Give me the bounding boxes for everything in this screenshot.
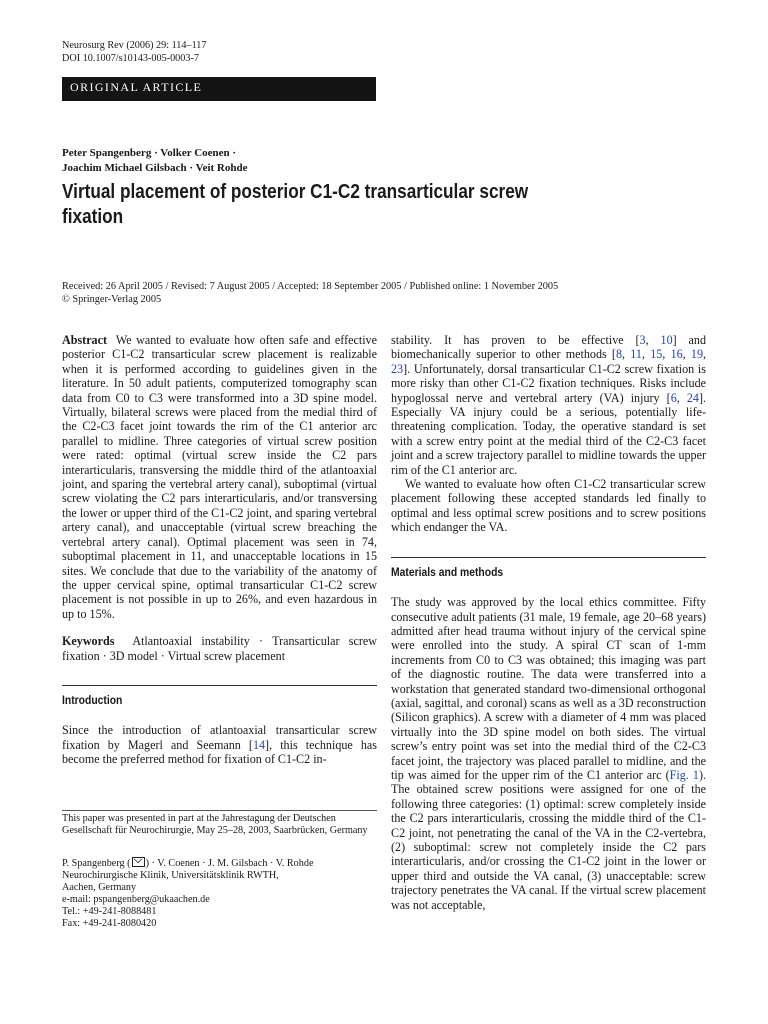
introduction-heading-wrap [62, 693, 377, 708]
figure-link[interactable]: Fig. 1 [669, 767, 699, 782]
author-line: Peter Spangenberg · Volker Coenen · [62, 147, 237, 159]
affiliation-line: Aachen, Germany [62, 882, 137, 893]
envelope-icon [132, 857, 145, 867]
methods-heading: Materials and methods [391, 566, 504, 579]
left-column [62, 333, 377, 767]
citation-link[interactable]: 24 [686, 390, 699, 405]
text-run: stability. It has proven to be effective [ [391, 333, 640, 347]
citation-link[interactable]: 3 [639, 333, 646, 347]
citation-link[interactable]: 16 [670, 347, 683, 362]
section-banner: ORIGINAL ARTICLE [62, 77, 376, 101]
text-run: ) · V. Coenen · J. M. Gilsbach · V. Rohde [145, 858, 314, 869]
citation-link[interactable]: 19 [690, 347, 704, 362]
text-run: P. Spangenberg ( [62, 858, 131, 869]
affiliation-line: Neurochirurgische Klinik, Universitätsklinik RWTH, [62, 870, 279, 881]
introduction-paragraph [62, 723, 377, 766]
author-contact [62, 857, 313, 930]
journal-reference: Neurosurg Rev (2006) 29: 114–117 [62, 40, 207, 51]
text-run: ] and biomechanically superior to other methods [ [391, 333, 707, 362]
corresponding-authors [62, 857, 313, 870]
author-list [62, 146, 247, 175]
text-run: Since the introduction of atlantoaxial transarticular screw fixation by Magerl and Seemann [ [62, 723, 377, 752]
keywords-text: Atlantoaxial instability · Transarticular screw fixation · 3D model · Virtual screw placement [62, 634, 377, 663]
keywords [62, 634, 377, 663]
doi: DOI 10.1007/s10143-005-0003-7 [62, 52, 199, 64]
copyright-holder: Springer-Verlag 2005 [72, 293, 162, 305]
footnote [62, 810, 377, 837]
history-dates: Received: 26 April 2005 / Revised: 7 August 2005 / Accepted: 18 September 2005 / Published online: 1 November 2005 [62, 281, 559, 292]
abstract-label: Abstract [62, 333, 108, 347]
telephone-line: Tel.: +49-241-8088481 [62, 906, 157, 917]
text-run: The study was approved by the local ethics committee. Fifty consecutive adult patients (31 male, 19 female, age 20–68 years) admitted after head trauma without injury of the cervical spine were enrolled into the study. A spiral CT scan of 1-mm increments from C0 to C3 was obtained; this imaging was part of the diagnostic routine. The data were transferred into a workstation that generated standard two-dimensional orthogonal (axial, sagittal, and coronal) scans as well as a 3D reconstruction (Silicon graphics). A screw with a diameter of 4 mm was placed virtually into the 3D spine model on both sides. The virtual screw’s entry point was set into the medial third of the C2-C3 facet joint, the trajectory was placed parallel to midline, and the tip was aimed for the upper rim of the C1 anterior arc ( [391, 595, 706, 782]
introduction-heading: Introduction [62, 694, 123, 707]
fax-line: Fax: +49-241-8080420 [62, 918, 157, 929]
abstract [62, 333, 377, 621]
article-title: Virtual placement of posterior C1-C2 transarticular screw fixation [62, 181, 529, 228]
citation-link[interactable]: 14 [252, 737, 266, 752]
footnote-text: This paper was presented in part at the Jahrestagung der Deutschen Gesellschaft für Neurochirurgie, May 25–28, 2003, Saarbrücken, Germany [62, 813, 368, 836]
methods-heading-wrap [391, 565, 706, 580]
text-run: ]. Especially VA injury could be a serious, potentially life-threatening complication. Today, the operative standard is set with a screw entry point at the medial third of the C2-C3 facet joint and a screw trajectory parallel to midline towards the upper rim of the C1 anterior arc. [391, 390, 707, 477]
email-line[interactable]: e-mail: pspangenberg@ukaachen.de [62, 894, 210, 905]
text-run: ]. Unfortunately, dorsal transarticular C1-C2 screw fixation is more risky than other C1-C2 fixation techniques. Risks include hypoglossal nerve and vertebral artery (VA) injury [ [391, 361, 706, 405]
right-column [391, 333, 706, 912]
publication-dates [62, 281, 558, 306]
text-run: ], this technique has become the preferred method for fixation of C1-C2 in- [62, 737, 377, 767]
citation-link[interactable]: 23 [391, 361, 404, 376]
introduction-paragraph: stability. It has proven to be effective [3, 10] and biomechanically superior to other methods [8, 11, 15, 16, 19, 23]. Unfortunately, dorsal transarticular C1-C2 screw fixation is more risky than other C1-C2 fixation techniques. Risks include hypoglossal nerve and vertebral artery (VA) injury [6, 24]. Especially VA injury could be a serious, potentially life-threatening complication. Today, the operative standard is set with a screw entry point at the medial third of the C2-C3 facet joint and a screw trajectory parallel to midline towards the upper rim of the C1 anterior arc. [391, 333, 707, 477]
citation-link[interactable]: 15 [650, 347, 663, 362]
keywords-label: Keywords [62, 634, 115, 649]
abstract-text: We wanted to evaluate how often safe and effective posterior C1-C2 transarticular screw placement is realizable when it is performed according to guidelines given in the literature. In 50 adult patients, computerized tomography scan data from C0 to C3 were transformed into a 3D spine model. Virtually, bilateral screws were placed from the medial third of the C2-C3 facet joint towards the rim of the C1 anterior arc parallel to midline. Three categories of virtual screw position were rated: optimal (virtual screw inside the C2 pars interarticularis, transversing the middle third of the atlantoaxial joint, and sparing the vertebral artery canal), suboptimal (virtual screw violating the C2 pars interarticularis, and/or transversing the lower or upper third of the C1-C2 joint, and sparing vertebral artery canal), and unacceptable (virtual screw breaching the vertebral artery canal). Optimal placement was seen in 74, suboptimal placement in 11, and unacceptable locations in 15 sites. We conclude that due to the variability of the anatomy of the upper cervical spine, optimal transarticular C1-C2 screw placement is not possible in up to 26%, and even hazardous in up to 15%. [62, 333, 377, 621]
citation-link[interactable]: 6 [670, 390, 677, 405]
citation-link[interactable]: 11 [630, 347, 642, 362]
copyright-line [62, 294, 558, 307]
citation-link[interactable]: 10 [660, 333, 673, 347]
section-divider [62, 685, 377, 686]
introduction-paragraph: We wanted to evaluate how often C1-C2 transarticular screw placement following these accepted standards led finally to optimal and less optimal screw positions and to screw positions which endanger the VA. [391, 477, 706, 535]
text-run: ). The obtained screw positions were assigned for one of the following three categories: (1) optimal: screw completely inside the C2 pars interarticularis, crossing the middle third of the C1-C2 joint, not penetrating the canal of the VA in the C2-vertebra, (2) suboptimal: screw not completely inside the C2 pars interarticularis, and/or crossing the C1-C2 joint in the lower or upper third and outside the VA canal, (3) unacceptable: screw trajectory penetrates the VA canal. If the virtual screw placement was not acceptable, [391, 767, 707, 912]
footnote-rule [62, 810, 377, 811]
author-line: Joachim Michael Gilsbach · Veit Rohde [62, 161, 248, 174]
citation-link[interactable]: 8 [615, 347, 623, 362]
copyright-icon: © [62, 293, 70, 305]
methods-paragraph [391, 595, 706, 912]
section-divider [391, 557, 706, 558]
